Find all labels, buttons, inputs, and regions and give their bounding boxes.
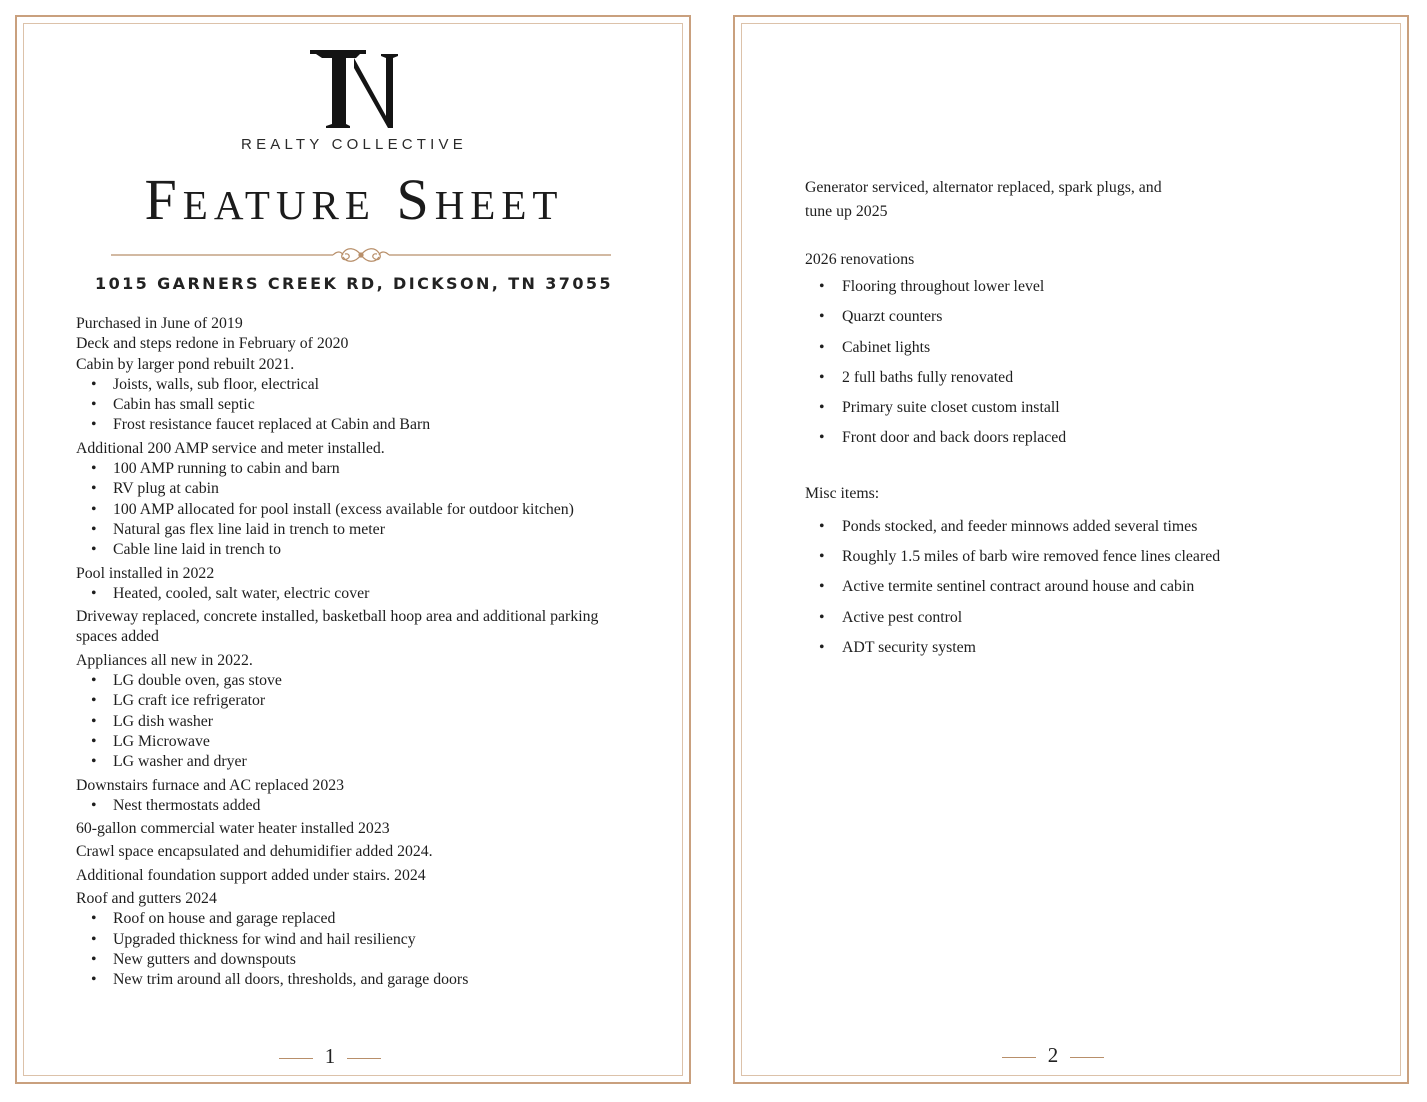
list-item: • Nest thermostats added xyxy=(76,796,636,816)
list-item: • Active pest control xyxy=(805,603,1365,633)
page-number-dash-left xyxy=(279,1058,313,1059)
list-item: • LG craft ice refrigerator xyxy=(76,691,636,711)
list-item: • RV plug at cabin xyxy=(76,479,636,499)
section-heading: Appliances all new in 2022. xyxy=(76,651,253,669)
page-number-value: 2 xyxy=(1047,1043,1059,1067)
brand-name: REALTY COLLECTIVE xyxy=(241,136,467,153)
page-number-dash-right xyxy=(347,1058,381,1059)
misc-heading: Misc items: xyxy=(805,484,880,502)
page-1 xyxy=(15,15,691,1084)
feature-section xyxy=(76,776,636,817)
section-heading: Driveway replaced, concrete installed, basketball hoop area and additional parking spaces added xyxy=(76,608,599,646)
section-heading: Purchased in June of 2019 Deck and steps redone in February of 2020 Cabin by larger pond rebuilt 2021. xyxy=(76,315,349,373)
page-number-dash-left xyxy=(1002,1057,1036,1058)
section-heading: Crawl space encapsulated and dehumidifier added 2024. xyxy=(76,843,433,861)
property-address: 1015 GARNERS CREEK RD, DICKSON, TN 37055 xyxy=(95,274,613,293)
list-item: • Primary suite closet custom install xyxy=(805,393,1365,423)
list-item: • ADT security system xyxy=(805,633,1365,663)
page-number-dash-right xyxy=(1070,1057,1104,1058)
list-item: • New gutters and downspouts xyxy=(76,950,636,970)
feature-section xyxy=(76,314,636,436)
list-item: • Cabinet lights xyxy=(805,333,1365,363)
page-number-2 xyxy=(723,1043,1383,1068)
list-item: • 2 full baths fully renovated xyxy=(805,363,1365,393)
misc-list xyxy=(805,512,1365,663)
list-item: • LG Microwave xyxy=(76,732,636,752)
feature-section xyxy=(76,889,636,990)
section-heading: Additional 200 AMP service and meter installed. xyxy=(76,439,385,457)
section-bullet-list xyxy=(76,375,636,436)
page-inner-border xyxy=(23,23,683,1076)
section-heading: Additional foundation support added under stairs. 2024 xyxy=(76,866,426,884)
section-bullet-list xyxy=(76,796,636,816)
section-heading: 60-gallon commercial water heater installed 2023 xyxy=(76,820,390,838)
list-item: • New trim around all doors, thresholds, and garage doors xyxy=(76,970,636,990)
renovations-heading: 2026 renovations xyxy=(805,251,915,268)
section-bullet-list xyxy=(76,671,636,772)
list-item: • Active termite sentinel contract around house and cabin xyxy=(805,572,1365,602)
list-item: • Heated, cooled, salt water, electric cover xyxy=(76,584,636,604)
tn-logo xyxy=(24,44,684,144)
list-item: • Joists, walls, sub floor, electrical xyxy=(76,375,636,395)
page-title: Feature Sheet xyxy=(144,167,564,232)
section-heading: Downstairs furnace and AC replaced 2023 xyxy=(76,776,345,794)
list-item: • Natural gas flex line laid in trench to meter xyxy=(76,520,636,540)
list-item: • Roughly 1.5 miles of barb wire removed fence lines cleared xyxy=(805,542,1365,572)
feature-list-page-2 xyxy=(805,176,1365,663)
list-item: • Quarzt counters xyxy=(805,302,1365,332)
page-inner-border xyxy=(741,23,1401,1076)
feature-section xyxy=(76,564,636,605)
feature-section xyxy=(76,866,636,886)
list-item: • LG washer and dryer xyxy=(76,752,636,772)
generator-note: Generator serviced, alternator replaced, spark plugs, and tune up 2025 xyxy=(805,179,1162,220)
list-item: • LG double oven, gas stove xyxy=(76,671,636,691)
list-item: • Cable line laid in trench to xyxy=(76,540,636,560)
feature-section xyxy=(76,439,636,561)
list-item: • Ponds stocked, and feeder minnows added several times xyxy=(805,512,1365,542)
page-number-value: 1 xyxy=(324,1044,336,1068)
feature-section xyxy=(76,607,636,648)
section-bullet-list xyxy=(76,909,636,990)
list-item: • Cabin has small septic xyxy=(76,395,636,415)
feature-list-page-1 xyxy=(76,314,636,991)
section-heading: Pool installed in 2022 xyxy=(76,564,215,582)
feature-section xyxy=(76,819,636,839)
list-item: • Frost resistance faucet replaced at Cabin and Barn xyxy=(76,415,636,435)
list-item: • Upgraded thickness for wind and hail resiliency xyxy=(76,930,636,950)
page-number-1 xyxy=(0,1044,660,1069)
list-item: • 100 AMP running to cabin and barn xyxy=(76,459,636,479)
list-item: • Flooring throughout lower level xyxy=(805,272,1365,302)
list-item: • Front door and back doors replaced xyxy=(805,423,1365,453)
tn-monogram-logo xyxy=(304,44,404,134)
list-item: • LG dish washer xyxy=(76,712,636,732)
ornament-divider xyxy=(111,245,611,265)
section-heading: Roof and gutters 2024 xyxy=(76,890,217,908)
renovations-list xyxy=(805,272,1365,454)
section-bullet-list xyxy=(76,584,636,604)
section-bullet-list xyxy=(76,459,636,560)
list-item: • 100 AMP allocated for pool install (excess available for outdoor kitchen) xyxy=(76,500,636,520)
feature-section xyxy=(76,842,636,862)
feature-section xyxy=(76,651,636,773)
page-2 xyxy=(733,15,1409,1084)
list-item: • Roof on house and garage replaced xyxy=(76,909,636,929)
